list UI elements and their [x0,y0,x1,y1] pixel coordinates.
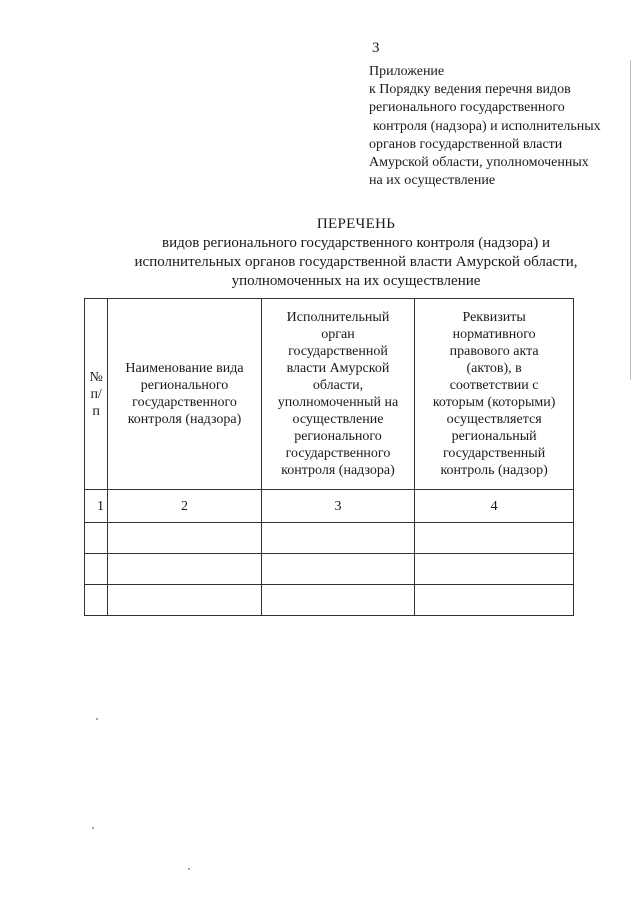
scan-edge-line [630,60,631,380]
registry-table [84,298,574,616]
column-number-cell: 2 [108,490,261,523]
column-number-cell: 1 [85,490,108,523]
header-line: осуществление [292,412,384,427]
appendix-line: Амурской области, уполномоченных [369,155,589,171]
appendix-line: на их осуществление [369,173,496,189]
header-cell-control-type [108,299,261,490]
page-number: 3 [372,40,380,56]
header-line: контроль (надзор) [440,463,548,478]
scan-speck [92,827,94,829]
table-cell [415,585,574,616]
heading-subtitle-line: уполномоченных на их осуществление [231,273,481,289]
header-line: контроля (надзора) [127,412,242,427]
scan-speck [188,868,190,870]
table-cell [108,523,261,554]
header-line: осуществляется [446,412,542,427]
table-row [85,554,574,585]
header-line: Наименование вида [125,361,244,376]
heading-subtitle-line: исполнительных органов государственной власти Амурской области, [134,254,578,270]
table-cell [261,585,414,616]
header-line: регионального [140,378,229,393]
header-line: нормативного [452,327,536,342]
table-cell [85,554,108,585]
table-cell [261,523,414,554]
table-cell [108,585,261,616]
header-line: Исполнительный [286,310,390,325]
header-line: области, [312,378,364,393]
scan-speck [96,718,98,720]
header-line: правового акта [449,344,539,359]
table-row [85,585,574,616]
table-cell [261,554,414,585]
header-line: контроля (надзора) [281,463,395,478]
heading-title: ПЕРЕЧЕНЬ [316,216,396,232]
header-line: орган [321,327,355,342]
header-cell-executive-body [261,299,414,490]
appendix-line: регионального государственного [369,100,565,116]
table-cell [85,523,108,554]
column-number-cell: 4 [415,490,574,523]
table-header-row [85,299,574,490]
header-line: п/п [90,386,102,419]
header-line: региональный [451,429,537,444]
header-cell-number [85,299,108,490]
header-cell-legal-act [415,299,574,490]
header-line: (актов), в [466,361,522,376]
table-numbering-row [85,490,574,523]
table-cell [85,585,108,616]
appendix-note [369,63,631,190]
header-line: власти Амурской [286,361,390,376]
table-cell [415,554,574,585]
header-line: № [89,369,103,385]
table-cell [108,554,261,585]
appendix-line: контроля (надзора) и исполнительных [373,118,601,134]
header-line: которым (которыми) [432,395,556,410]
appendix-line: органов государственной власти [369,136,563,152]
table-cell [415,523,574,554]
header-line: государственного [132,395,237,410]
table-row [85,523,574,554]
document-heading [100,215,612,291]
column-number-cell: 3 [261,490,414,523]
header-line: государственного [285,446,391,461]
header-line: соответствии с [449,378,539,393]
header-line: Реквизиты [462,310,526,325]
header-line: государственной [288,344,388,359]
header-line: государственный [443,446,546,461]
appendix-line: Приложение [369,64,445,79]
header-line: регионального [294,429,382,444]
header-line: уполномоченный на [277,395,399,410]
appendix-line: к Порядку ведения перечня видов [369,82,571,98]
heading-subtitle-line: видов регионального государственного контроля (надзора) и [161,235,550,251]
